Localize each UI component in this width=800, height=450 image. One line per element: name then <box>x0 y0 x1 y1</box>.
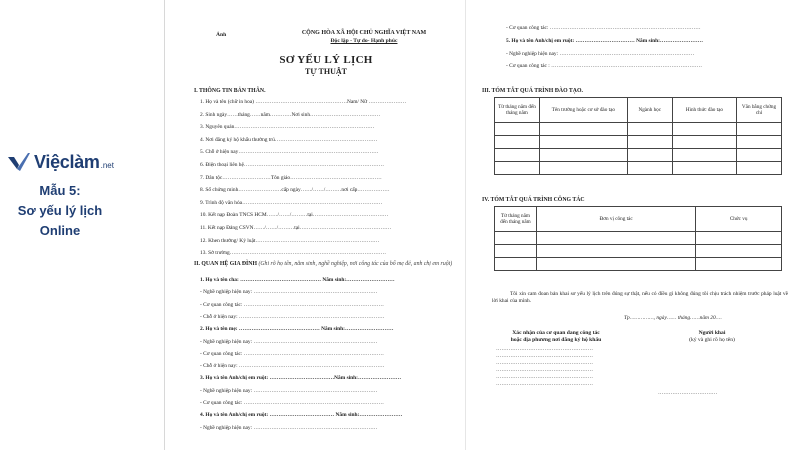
form-row: 6. Điện thoại liên hệ…………………………………………………………………… <box>200 162 385 168</box>
table-cell[interactable] <box>539 136 627 149</box>
table-cell[interactable] <box>696 232 782 245</box>
training-col-mode: Hình thức đào tạo <box>672 98 736 123</box>
table-cell[interactable] <box>536 232 695 245</box>
table-cell[interactable] <box>495 245 537 258</box>
training-col-period: Từ tháng năm đến tháng năm <box>495 98 540 123</box>
brand-panel <box>0 0 165 450</box>
logo-suffix: .net <box>100 161 114 170</box>
document-subtitle: TỰ THUẬT <box>304 67 347 76</box>
form-row: 9. Trình độ văn hóa…………………………………………………………………… <box>200 199 383 206</box>
form-row: 5. Chỗ ở hiện nay…………………………………………………………………… <box>200 149 379 156</box>
work-table <box>494 206 782 271</box>
document-page-1 <box>166 0 466 450</box>
signature-declarant-block <box>642 330 782 344</box>
form-row: 3. Họ và tên Anh/chị em ruột: ………………………………Năm sinh:…………………… <box>200 375 402 382</box>
form-row: - Nghề nghiệp hiện nay: …………………………………………………………… <box>200 289 378 296</box>
training-header-row <box>495 98 782 123</box>
table-cell[interactable] <box>737 149 782 162</box>
confirmation-dots-3: ……………………………………………… <box>496 360 594 366</box>
motto: Độc lập - Tự do- Hạnh phúc <box>330 38 398 44</box>
form-row: 2. Họ và tên mẹ: ……………………………………… Năm sinh:……………………… <box>200 326 394 333</box>
confirmation-dots-2: ……………………………………………… <box>496 353 594 359</box>
checkmark-logo-icon <box>8 153 30 171</box>
work-header-row <box>495 207 782 232</box>
confirmation-dots-5: ……………………………………………… <box>496 374 594 380</box>
table-cell[interactable] <box>495 123 540 136</box>
table-cell[interactable] <box>495 162 540 175</box>
form-row: - Nghề nghiệp hiện nay: ………………………………………………………………… <box>506 50 695 57</box>
section-family-title: II. QUAN HỆ GIA ĐÌNH <box>194 261 257 267</box>
declarant-note: (ký và ghi rõ họ tên) <box>689 337 735 343</box>
work-col-position: Chức vụ <box>696 207 782 232</box>
form-row: - Chỗ ở hiện nay: ……………………………………………………………………… <box>200 363 385 370</box>
form-row: 4. Nơi đăng ký hộ khẩu thường trú………………………………………………… <box>200 136 378 143</box>
caption-form-title: Sơ yếu lý lịch <box>17 203 103 218</box>
table-row <box>495 245 782 258</box>
form-row: 4. Họ và tên Anh/chị em ruột: ……………………………… Năm sinh:…………………… <box>200 412 403 419</box>
table-row <box>495 162 782 175</box>
document-page-2 <box>466 0 800 450</box>
document-title: SƠ YẾU LÝ LỊCH <box>279 54 373 66</box>
training-col-major: Ngành học <box>627 98 672 123</box>
confirmation-dots-1: ……………………………………………… <box>496 346 594 352</box>
photo-label: Ảnh <box>216 32 227 38</box>
table-cell[interactable] <box>495 258 537 271</box>
table-cell[interactable] <box>539 162 627 175</box>
table-cell[interactable] <box>539 123 627 136</box>
table-cell[interactable] <box>536 245 695 258</box>
confirmation-title-2: hoặc địa phương nơi đăng ký hộ khẩu <box>510 337 602 343</box>
vieclam-logo[interactable] <box>8 150 114 174</box>
table-cell[interactable] <box>737 123 782 136</box>
caption-form-number: Mẫu 5: <box>39 183 81 198</box>
table-cell[interactable] <box>539 149 627 162</box>
logo-text: Việclàm <box>34 151 100 172</box>
form-row: 12. Khen thưởng/ Kỷ luật…………………………………………………………… <box>200 237 380 244</box>
section-personal-info: I. THÔNG TIN BẢN THÂN. <box>194 88 266 94</box>
form-row: - Nghề nghiệp hiện nay: …………………………………………………………… <box>200 424 378 431</box>
commitment-text: Tôi xin cam đoan bản khai sơ yếu lý lịch trên đúng sự thật, nếu có điều gì không đúng tôi chịu trách nhiệm trước pháp luật về lời khai của mình. <box>492 291 788 304</box>
form-row: - Cơ quan công tác: …………………………………………………………………… <box>200 350 384 357</box>
section-family-note: (Ghi rõ họ tên, năm sinh, nghề nghiệp, nơi công tác của bố mẹ đẻ, anh chị em ruột) <box>258 261 453 267</box>
form-row: 10. Kết nạp Đoàn TNCS HCM……/……/………tại…………………………………… <box>200 212 389 219</box>
table-cell[interactable] <box>672 162 736 175</box>
form-row: 7. Dân tộc………………………Tôn giáo…………………………………………… <box>200 174 382 181</box>
caption-online: Online <box>39 223 81 238</box>
form-row: - Chỗ ở hiện nay: ……………………………………………………………………… <box>200 313 385 320</box>
form-row: - Nghề nghiệp hiện nay: …………………………………………………………… <box>200 387 378 394</box>
section-training: III. TÓM TẮT QUÁ TRÌNH ĐÀO TẠO. <box>482 88 583 94</box>
training-table <box>494 97 782 175</box>
confirmation-title-1: Xác nhận của cơ quan đang công tác <box>512 330 600 336</box>
table-row <box>495 232 782 245</box>
table-cell[interactable] <box>495 232 537 245</box>
table-cell[interactable] <box>696 258 782 271</box>
confirmation-dots-6: ……………………………………………… <box>496 381 594 387</box>
declarant-title: Người khai <box>698 330 726 336</box>
table-row <box>495 258 782 271</box>
place-date-line: Tp……………, ngày…… tháng……năm 20…. <box>624 315 722 321</box>
work-col-unit: Đơn vị công tác <box>536 207 695 232</box>
section-family <box>194 261 456 268</box>
training-col-school: Tên trường hoặc cơ sở đào tạo <box>539 98 627 123</box>
table-row <box>495 123 782 136</box>
table-cell[interactable] <box>672 123 736 136</box>
declarant-signature-dots: …………………………… <box>658 390 718 396</box>
republic-heading: CỘNG HÒA XÃ HỘI CHỦ NGHĨA VIỆT NAM <box>301 30 427 36</box>
form-row: 11. Kết nạp Đảng CSVN……/……/………tại…………………………………………… <box>200 225 392 231</box>
form-row: - Nghề nghiệp hiện nay: …………………………………………………………… <box>200 338 378 345</box>
form-row: 1. Họ và tên cha: ……………………………………… Năm sinh:……………………… <box>200 277 395 283</box>
form-row: 13. Sở trường…………………………………………………………………………… <box>200 250 387 257</box>
table-cell[interactable] <box>696 245 782 258</box>
table-row <box>495 136 782 149</box>
form-row: 8. Số chứng minh……………………cấp ngày……/……/………nơi cấp……………… <box>200 187 390 194</box>
form-row: - Cơ quan công tác: ………………………………………………………………………… <box>506 25 701 31</box>
table-cell[interactable] <box>536 258 695 271</box>
table-cell[interactable] <box>737 162 782 175</box>
table-cell[interactable] <box>627 149 672 162</box>
section-work: IV. TÓM TẮT QUÁ TRÌNH CÔNG TÁC <box>482 197 585 203</box>
work-col-period: Từ tháng năm đến tháng năm <box>495 207 537 232</box>
table-cell[interactable] <box>627 162 672 175</box>
table-cell[interactable] <box>737 136 782 149</box>
table-cell[interactable] <box>495 136 540 149</box>
training-col-degree: Văn bằng chứng chỉ <box>737 98 782 123</box>
form-row: 1. Họ và tên (chữ in hoa) ……………………………………………Nam/ Nữ ………………… <box>200 99 407 105</box>
table-cell[interactable] <box>627 136 672 149</box>
table-cell[interactable] <box>672 136 736 149</box>
form-row: - Cơ quan công tác: …………………………………………………………………… <box>200 400 384 406</box>
form-row: - Cơ quan công tác: …………………………………………………………………… <box>200 301 384 308</box>
signature-confirmation-block <box>482 330 630 344</box>
form-row: 3. Nguyên quán…………………………………………………………………… <box>200 124 375 131</box>
table-cell[interactable] <box>495 149 540 162</box>
form-row: 5. Họ và tên Anh/chị em ruột: …………………………… Năm sinh:…………………… <box>506 37 704 44</box>
table-cell[interactable] <box>627 123 672 136</box>
form-row: 2. Sinh ngày……tháng……năm…………Nơi sinh………………………………… <box>200 111 381 118</box>
table-row <box>495 149 782 162</box>
confirmation-dots-4: ……………………………………………… <box>496 367 594 373</box>
table-cell[interactable] <box>672 149 736 162</box>
form-row: - Cơ quan công tác : ………………………………………………………………………… <box>506 63 703 70</box>
